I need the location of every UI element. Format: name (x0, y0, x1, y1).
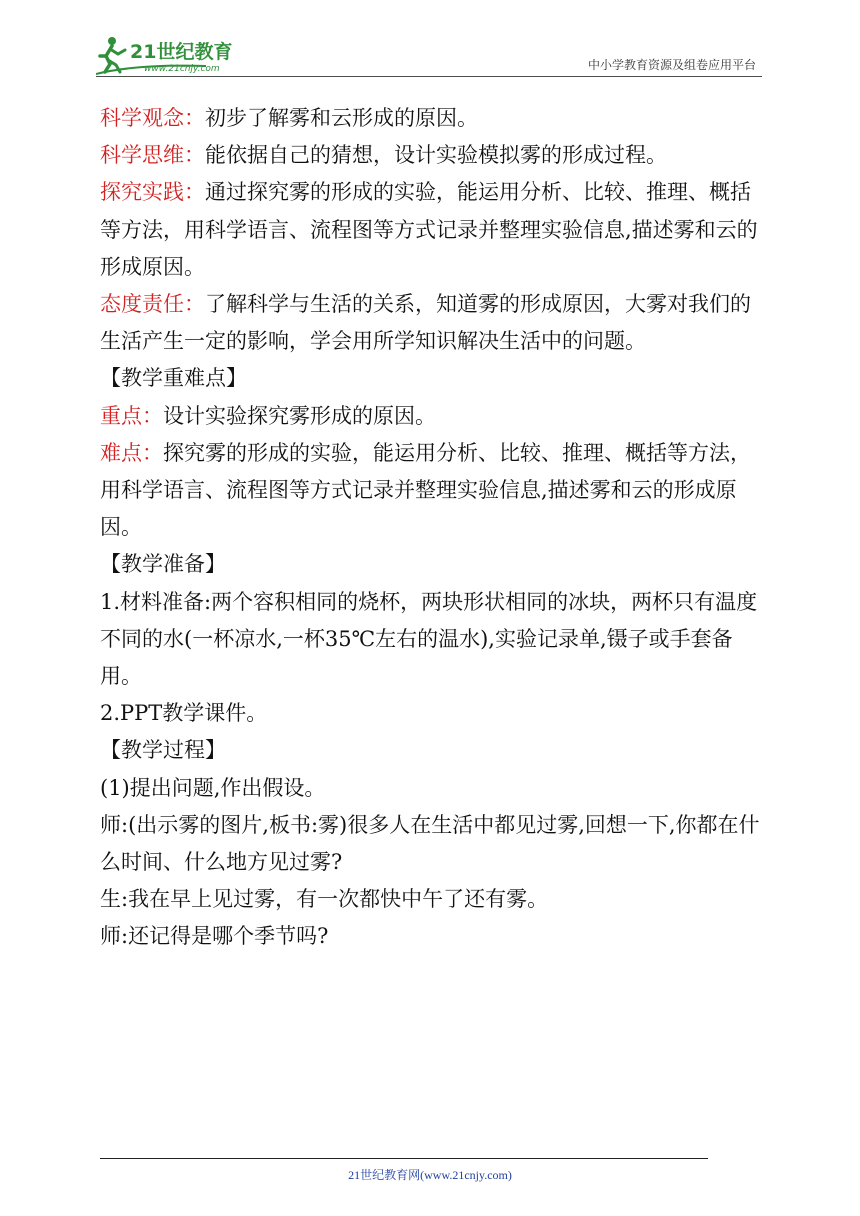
paragraph-label: 重点： (100, 403, 163, 428)
paragraph (100, 807, 764, 881)
logo-url: www.21cnjy.com (144, 64, 220, 74)
logo-text: 21世纪教育 (130, 41, 233, 63)
paragraph-text: 了解科学与生活的关系，知道雾的形成原因，大雾对我们的生活产生一定的影响，学会用所学知识解决生活中的问题。 (100, 292, 751, 354)
section-heading (100, 732, 764, 769)
paragraph-text: 2.PPT教学课件。 (100, 701, 268, 726)
paragraph (100, 584, 764, 696)
paragraph-text: 初步了解雾和云形成的原因。 (205, 106, 478, 130)
paragraph (100, 398, 764, 435)
paragraph-text: 探究雾的形成的实验，能运用分析、比较、推理、概括等方法，用科学语言、流程图等方式记录并整理实验信息,描述雾和云的形成原因。 (100, 440, 751, 540)
paragraph (100, 100, 764, 137)
footer-link[interactable]: 21世纪教育网(www.21cnjy.com) (348, 1168, 512, 1182)
paragraph-text: 师:(出示雾的图片,板书:雾)很多人在生活中都见过雾,回想一下,你都在什么时间、什么地方见过雾? (100, 812, 760, 875)
document-body (100, 100, 764, 956)
paragraph-label: 科学思维： (100, 143, 205, 168)
paragraph-text: 师:还记得是哪个季节吗? (100, 924, 329, 949)
paragraph (100, 918, 764, 955)
paragraph-text: (1)提出问题,作出假设。 (100, 775, 326, 800)
paragraph (100, 770, 764, 807)
paragraph-text: 能依据自己的猜想，设计实验模拟雾的形成过程。 (205, 143, 667, 168)
paragraph-text: 【教学准备】 (100, 552, 226, 577)
site-logo (96, 34, 256, 78)
paragraph-text: 【教学过程】 (100, 738, 226, 763)
paragraph-text: 【教学重难点】 (100, 366, 247, 391)
section-heading (100, 360, 764, 397)
paragraph (100, 695, 764, 732)
paragraph-label: 探究实践： (100, 180, 205, 205)
paragraph-text: 生:我在早上见过雾，有一次都快中午了还有雾。 (100, 887, 549, 912)
paragraph-label: 科学观念： (100, 106, 205, 130)
paragraph (100, 435, 764, 547)
page-header (96, 30, 762, 82)
paragraph-text: 1.材料准备:两个容积相同的烧杯，两块形状相同的冰块，两杯只有温度不同的水(一杯凉水,一杯35℃左右的温水),实验记录单,镊子或手套备用。 (100, 589, 758, 689)
section-heading (100, 546, 764, 583)
paragraph-text: 通过探究雾的形成的实验，能运用分析、比较、推理、概括等方法，用科学语言、流程图等方式记录并整理实验信息,描述雾和云的形成原因。 (100, 180, 758, 279)
footer-divider (100, 1158, 708, 1159)
paragraph-label: 态度责任： (100, 292, 205, 317)
paragraph (100, 174, 764, 286)
paragraph (100, 881, 764, 918)
paragraph (100, 137, 764, 174)
paragraph-text: 设计实验探究雾形成的原因。 (163, 403, 436, 428)
header-divider (96, 76, 762, 77)
paragraph (100, 286, 764, 360)
paragraph-label: 难点： (100, 440, 163, 465)
site-name: 中小学教育资源及组卷应用平台 (587, 58, 756, 72)
